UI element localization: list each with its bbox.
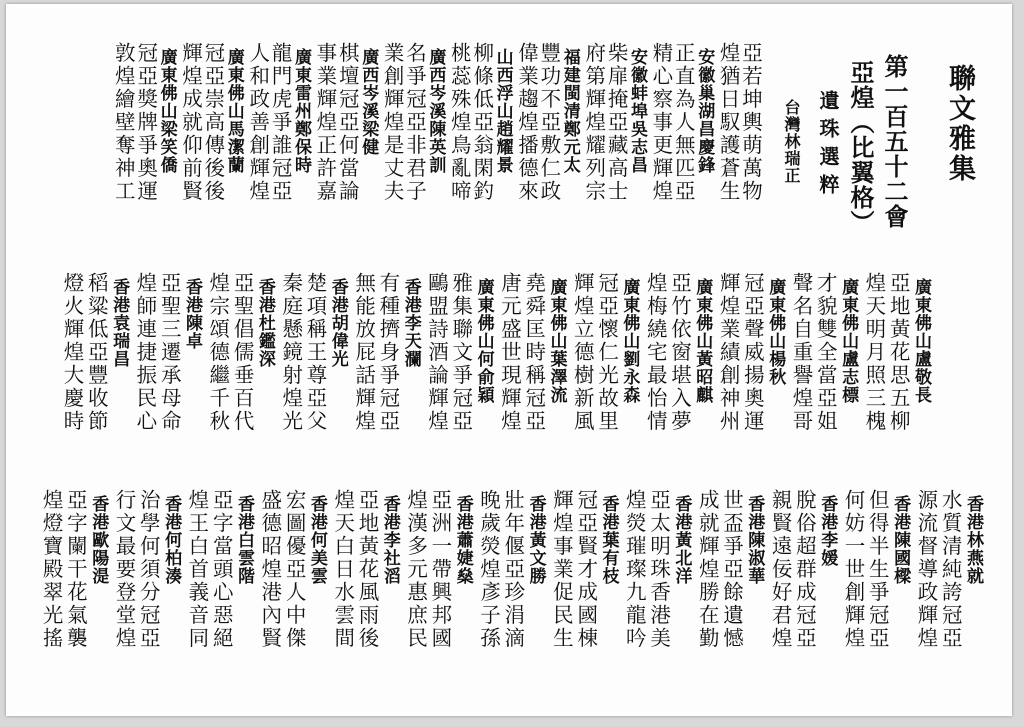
couplet-upper-line: 亞洲一帶興邦國 bbox=[427, 489, 452, 650]
poet-name: 香港胡偉光 bbox=[327, 278, 348, 368]
couplet-upper-line: 亞字闌干花氣襲 bbox=[63, 489, 88, 650]
couplet-upper-line: 亞字當頭心惡絕 bbox=[209, 489, 234, 650]
couplet-lower-line: 唐元盛世現輝煌 bbox=[497, 272, 522, 433]
couplet-upper-line: 龍門虎爭誰冠亞 bbox=[268, 42, 293, 203]
couplet-lower-line: 煌王白首義音同 bbox=[184, 489, 209, 650]
poet-name: 廣西岑溪陳英訓 bbox=[425, 48, 446, 174]
poet-name: 香港李媛 bbox=[817, 495, 838, 567]
couplet-lower-line: 人和政善創輝煌 bbox=[245, 42, 270, 203]
couplet-upper-line: 亞太明珠香港美 bbox=[646, 489, 671, 650]
couplet-upper-line: 棋壇冠亞何當論 bbox=[335, 42, 360, 203]
poet-name: 山西浮山趙耀景 bbox=[492, 48, 513, 174]
couplet-lower-line: 行文最要登堂煌 bbox=[112, 489, 136, 650]
couplet-lower-line: 偉業趨煌播德來 bbox=[514, 42, 539, 203]
couplet-upper-line: 水質清純誇冠亞 bbox=[938, 489, 963, 650]
theme-heading: 亞煌（比翼格） bbox=[846, 60, 875, 235]
couplet-lower-line: 煌梅繞宅最怡情 bbox=[643, 272, 668, 433]
couplet-lower-line: 輝煌成就仰前賢 bbox=[178, 42, 203, 203]
document-title: 聯文雅集 bbox=[944, 64, 975, 184]
couplet-upper-line: 宏圖優亞人中傑 bbox=[282, 489, 307, 650]
couplet-upper-line: 柳條低亞翁閑釣 bbox=[469, 42, 494, 203]
couplet-lower-line: 煌熒璀璨九龍吟 bbox=[622, 489, 647, 650]
couplet-lower-line: 輝煌事業促民生 bbox=[549, 489, 574, 650]
couplet-upper-line: 名爭冠亞非君子 bbox=[402, 42, 427, 203]
poet-name: 廣東佛山葉澤流 bbox=[546, 278, 567, 404]
couplet-lower-line: 事業輝煌正許嘉 bbox=[312, 42, 337, 203]
couplet-upper-line: 柴扉掩亞藏高士 bbox=[604, 42, 629, 203]
couplet-lower-line: 煌宗頌德繼千秋 bbox=[205, 272, 230, 433]
couplet-lower-line: 盛德昭煌港內賢 bbox=[257, 489, 282, 650]
poet-name: 香港白雲階 bbox=[234, 495, 254, 585]
couplet-upper-line: 脫俗超群成冠亞 bbox=[792, 489, 817, 650]
section-subtitle: 遺珠選粹 bbox=[816, 90, 840, 202]
couplet-upper-line: 亞地黃花思五柳 bbox=[886, 272, 911, 433]
couplet-lower-line: 何妨一世創輝煌 bbox=[841, 489, 865, 650]
couplet-upper-line: 冠亞崇高傳後後 bbox=[200, 42, 225, 203]
poet-name: 香港袁瑞昌 bbox=[109, 278, 130, 368]
couplet-upper-line: 冠亞聲威揚奧運 bbox=[740, 272, 765, 433]
couplet-lower-line: 精心察事更輝煌 bbox=[648, 42, 673, 203]
couplet-upper-line: 楚項稱王尊亞父 bbox=[303, 272, 327, 433]
couplet-upper-line: 亞聖倡儒垂百代 bbox=[230, 272, 255, 433]
couplet-upper-line: 堯舜匡時稱冠亞 bbox=[521, 272, 546, 433]
couplet-lower-line: 煌猶日馭護蒼生 bbox=[716, 42, 741, 203]
poet-name: 廣東佛山梁笑僑 bbox=[156, 48, 177, 174]
couplet-upper-line: 亞若坤輿萌萬物 bbox=[738, 42, 763, 203]
document-page bbox=[6, 4, 1012, 716]
poet-name: 廣東佛山黃昭麒 bbox=[692, 278, 713, 404]
couplet-upper-line: 豐功不亞敷仁政 bbox=[536, 42, 561, 203]
poet-name: 廣西岑溪梁健 bbox=[358, 48, 379, 156]
couplet-upper-line: 冠亞獎牌爭奧運 bbox=[133, 42, 158, 203]
poet-name: 香港黃文勝 bbox=[525, 495, 546, 585]
couplet-upper-line: 世盃爭亞餘遺憾 bbox=[719, 489, 744, 650]
poet-name: 香港陳國樑 bbox=[890, 495, 911, 585]
couplet-lower-line: 煌漢多元惠庶民 bbox=[403, 489, 428, 650]
session-heading: 第一百五十二會 bbox=[880, 54, 909, 229]
poet-name: 香港蕭婕燊 bbox=[452, 495, 473, 585]
couplet-upper-line: 冠亞賢才成國棟 bbox=[573, 489, 598, 650]
poet-name: 香港杜鑑深 bbox=[254, 278, 275, 368]
couplet-lower-line: 聲名自重譽煌哥 bbox=[789, 272, 813, 433]
couplet-lower-line: 煌天白日水雲間 bbox=[330, 489, 355, 650]
poet-name: 安徽巢湖昌慶鋒 bbox=[694, 48, 715, 174]
poet-name: 廣東佛山何俞穎 bbox=[473, 278, 494, 404]
poet-name: 廣東佛山馬潔蘭 bbox=[223, 48, 244, 174]
couplet-lower-line: 輝煌業績創神州 bbox=[716, 272, 741, 433]
couplet-lower-line: 鷗盟詩酒論輝煌 bbox=[424, 272, 449, 433]
couplet-lower-line: 敦煌繪壁奪神工 bbox=[111, 42, 136, 203]
couplet-upper-line: 冠亞懷仁光故里 bbox=[594, 272, 619, 433]
poet-name: 香港李社滔 bbox=[379, 495, 400, 585]
poet-name: 廣東佛山盧敬長 bbox=[911, 278, 931, 404]
couplet-upper-line: 亞地黃花風雨後 bbox=[355, 489, 379, 650]
selector-name: 台灣林瑞正 bbox=[782, 99, 801, 184]
couplet-upper-line: 正直為人無匹亞 bbox=[671, 42, 696, 203]
couplet-lower-line: 源流督導政輝煌 bbox=[913, 489, 938, 650]
poet-name: 香港何柏湊 bbox=[161, 495, 182, 585]
couplet-lower-line: 煌師連捷振民心 bbox=[132, 272, 157, 433]
couplet-lower-line: 煌天明月照三槐 bbox=[861, 272, 886, 433]
couplet-upper-line: 有種擠身爭冠亞 bbox=[375, 272, 400, 433]
poet-name: 廣東佛山劉永森 bbox=[619, 278, 640, 404]
couplet-lower-line: 煌燈寶殿翠光搖 bbox=[39, 489, 64, 650]
poet-name: 香港林燕就 bbox=[963, 495, 983, 585]
couplet-lower-line: 業創輝煌是丈夫 bbox=[380, 42, 405, 203]
couplet-upper-line: 稻粱低亞豐收節 bbox=[84, 272, 109, 433]
couplet-upper-line: 治學何須分冠亞 bbox=[136, 489, 161, 650]
poet-name: 香港歐陽湜 bbox=[88, 495, 109, 585]
couplet-upper-line: 壯年偃亞珍涓滴 bbox=[500, 489, 525, 650]
couplet-lower-line: 秦庭懸鏡射煌光 bbox=[278, 272, 303, 433]
poet-name: 廣東佛山盧志標 bbox=[838, 278, 859, 404]
poet-name: 福建閩清鄭元太 bbox=[559, 48, 580, 174]
poet-name: 香港李天瀾 bbox=[400, 278, 421, 368]
couplet-lower-line: 晚歲熒煌彥子孫 bbox=[476, 489, 501, 650]
couplet-lower-line: 親賢遠佞好君煌 bbox=[768, 489, 793, 650]
couplet-upper-line: 才貌雙全當亞姐 bbox=[813, 272, 838, 433]
couplet-lower-line: 燈火輝煌大慶時 bbox=[60, 272, 84, 433]
couplet-lower-line: 桃蕊殊煌鳥亂啼 bbox=[447, 42, 472, 203]
poet-name: 廣東雷州鄭保時 bbox=[291, 48, 311, 174]
poet-name: 香港何美雲 bbox=[306, 495, 327, 585]
poet-name: 香港陳淑華 bbox=[744, 495, 765, 585]
couplet-lower-line: 無能放屁話輝煌 bbox=[351, 272, 376, 433]
poet-name: 香港葉有枝 bbox=[598, 495, 619, 585]
couplet-lower-line: 成就輝煌勝在勤 bbox=[695, 489, 720, 650]
couplet-upper-line: 但得半生爭冠亞 bbox=[865, 489, 890, 650]
poet-name: 香港黃北洋 bbox=[671, 495, 692, 585]
couplet-upper-line: 亞聖三遷承母命 bbox=[157, 272, 182, 433]
poet-name: 廣東佛山楊秋 bbox=[765, 278, 786, 386]
poet-name: 安徽蚌埠吳志昌 bbox=[627, 48, 647, 174]
poet-name: 香港陳卓 bbox=[182, 278, 202, 350]
couplet-upper-line: 亞竹依窗堪入夢 bbox=[667, 272, 692, 433]
couplet-upper-line: 雅集聯文爭冠亞 bbox=[448, 272, 473, 433]
couplet-lower-line: 府第輝煌耀列宗 bbox=[581, 42, 606, 203]
couplet-lower-line: 輝煌立德樹新風 bbox=[570, 272, 595, 433]
